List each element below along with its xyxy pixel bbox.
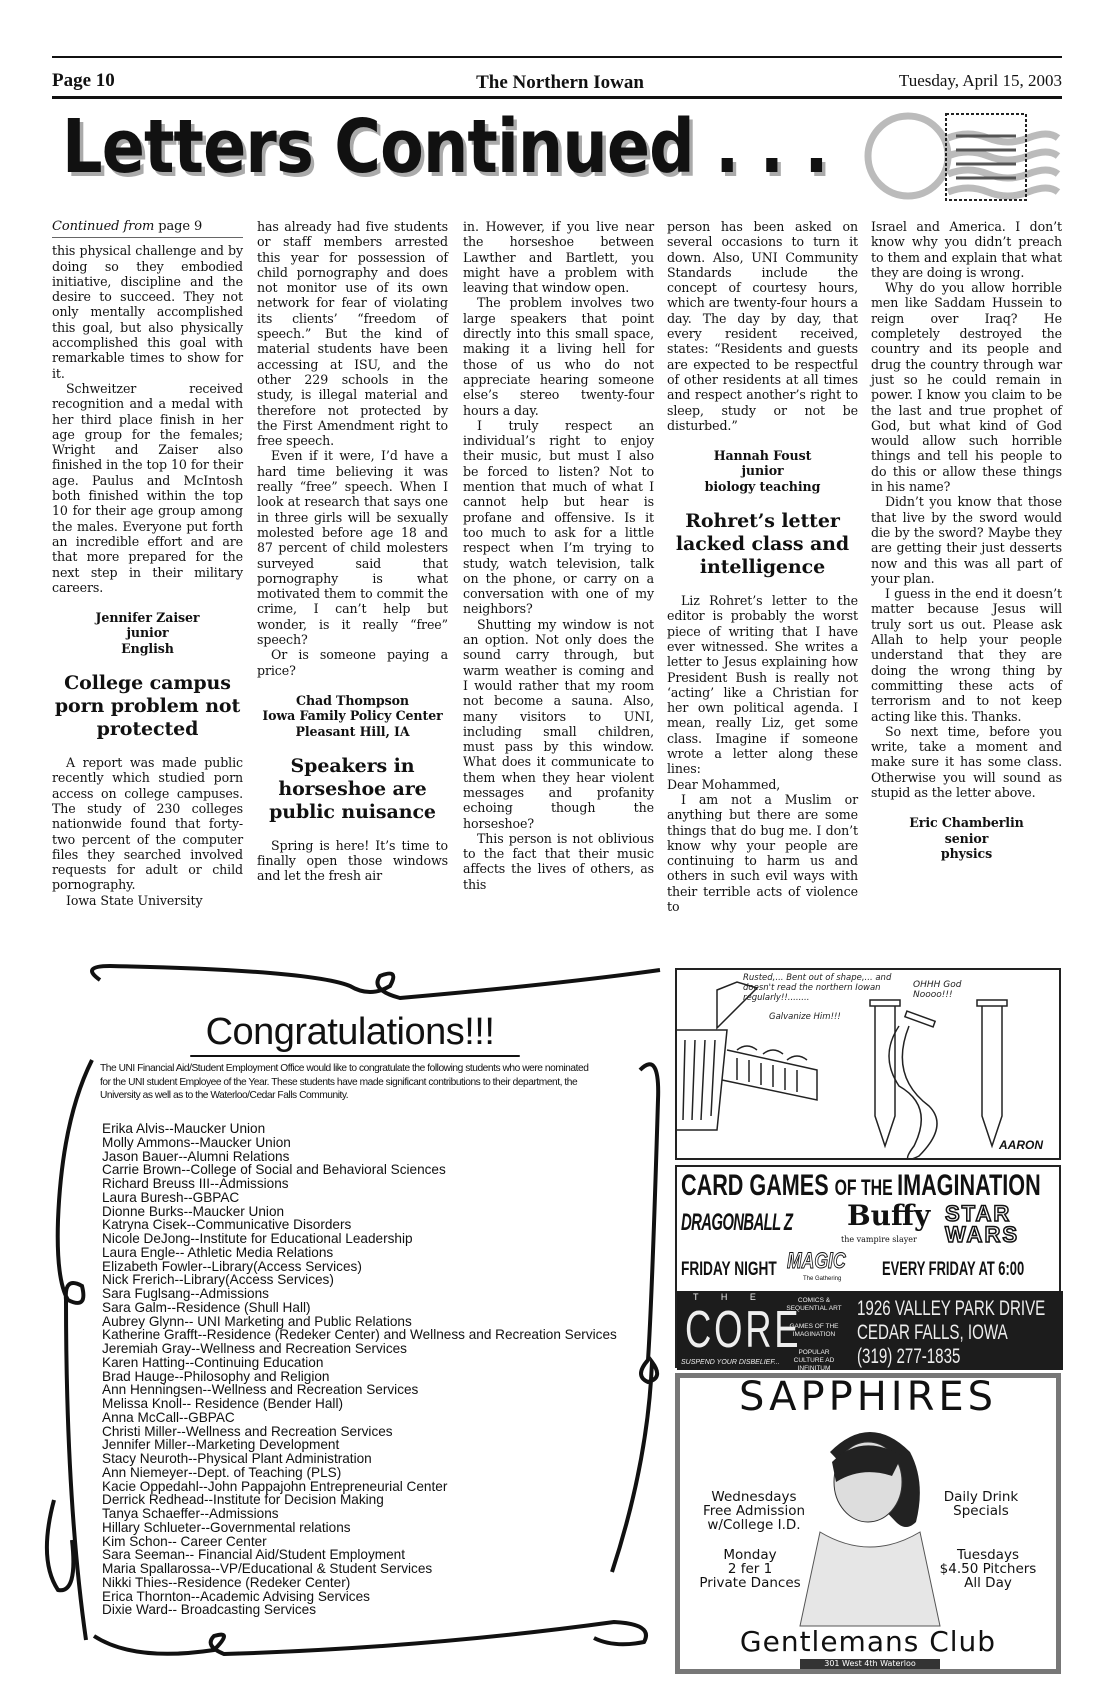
store-name: CORE	[685, 1301, 802, 1359]
nominee-item: Laura Buresh--GBPAC	[102, 1189, 240, 1205]
letter-paragraph: Didn’t you know that those that live by the sword would die by the sword? Maybe they are getting their just desserts now and this was all part of your plan.	[871, 494, 1062, 586]
newspaper-name: The Northern Iowan	[476, 72, 644, 93]
letter-paragraph: has already had five students or staff members arrested this year for possession of child pornography and does not monitor use of its own network for fear of violating its clients’ “freedom of speech.” But the kind of material students have been accessing at ISU, and the other 229 schools in the study, is illegal material and therefore not protected by the First Amendment right to free speech.	[257, 219, 448, 449]
masthead-top-rule	[52, 56, 1062, 58]
letter-paragraph: person has been asked on several occasions to turn it down. Also, UNI Community Standards include the concept of courtesy hours, which are twenty-four hours a day. The day by day, that every resident received, states: “Residents and guests are expected to be respectful of other residents at all times and respect another’s right to sleep, study or not be disturbed.”	[667, 219, 858, 433]
tuesday-special: Tuesdays $4.50 Pitchers All Day	[939, 1547, 1037, 1591]
letter-paragraph: I guess in the end it doesn’t matter because Jesus will truly sort us out. Please ask Allah to help your people understand that they are doing the wrong thing by committing these acts of terrorism and to not keep acting like this. Thanks.	[871, 586, 1062, 724]
cartoon-caption-galvanize: Galvanize Him!!!	[769, 1012, 841, 1022]
store-tagline: SUSPEND YOUR DISBELIEF...	[681, 1359, 780, 1366]
signature-line: Pleasant Hill, IA	[295, 723, 410, 739]
nominee-item: Nicole DeJong--Institute for Educational Leadership	[102, 1231, 413, 1246]
nominee-item: Jennifer Miller--Marketing Development	[102, 1437, 340, 1453]
signature-line: senior	[944, 830, 989, 846]
letter-paragraph: I am not a Muslim or anything but there are some things that do bug me. I don’t know why your people are continuing to harm us and others in such evil ways with their terrible acts of violence to	[667, 791, 858, 914]
store-phone: (319) 277-1835	[857, 1345, 961, 1368]
gentlemans-club-label: Gentlemans Club	[739, 1625, 997, 1658]
nominee-list	[102, 1122, 617, 1617]
signature-line: Jennifer Zaiser	[95, 610, 200, 626]
column-5	[871, 219, 1062, 877]
letter-paragraph: Israel and America. I don’t know why you didn’t preach to them and explain that what they are doing is wrong.	[871, 219, 1062, 280]
masthead-bottom-rule	[52, 96, 1062, 99]
nominee-item: Aubrey Glynn-- UNI Marketing and Public Relations	[102, 1313, 412, 1329]
column-3	[463, 219, 654, 892]
nominee-item: Dionne Burks--Maucker Union	[102, 1203, 285, 1219]
signature-line: Eric Chamberlin	[909, 815, 1024, 831]
nominee-item: Katherine Grafft--Residence (Redeker Center) and Wellness and Recreation Services	[102, 1327, 617, 1343]
continued-text: Continued from	[52, 219, 155, 234]
nominee-item: Richard Breuss III--Admissions	[102, 1176, 289, 1191]
nominee-item: Kacie Oppedahl--John Pappajohn Entrepreneurial Center	[102, 1478, 448, 1494]
friday-night-label: FRIDAY NIGHT	[681, 1259, 777, 1280]
letter-signature	[257, 693, 448, 739]
congratulations-heading: Congratulations!!!	[205, 1011, 495, 1053]
heading-underline	[190, 1055, 520, 1057]
nominee-item: Jeremiah Gray--Wellness and Recreation Services	[102, 1341, 407, 1356]
cartoon-caption-left: Rusted,... Bent out of shape,... and doesn't read the northern Iowan regularly!!........	[743, 973, 892, 1003]
postage-stamp-icon	[852, 108, 1064, 204]
letter-paragraph: Shutting my window is not an option. Not only does the sound carry through, but warm weather is coming and I would rather that my room not become a sauna. Also, many visitors to UNI, including small children, must pass by this window. What does it communicate to them when they hear violent messages and profanity echoing though the horseshoe?	[463, 616, 654, 831]
nominee-item: Molly Ammons--Maucker Union	[102, 1134, 291, 1150]
nominee-item: Dixie Ward-- Broadcasting Services	[102, 1602, 317, 1618]
buffy-logo: Buffy	[847, 1199, 931, 1232]
the-core-banner	[677, 1291, 1063, 1370]
signature-line: physics	[940, 845, 993, 861]
column-4	[667, 219, 858, 914]
nominee-item: Laura Engle-- Athletic Media Relations	[102, 1244, 334, 1260]
letter-paragraph: Even if it were, I’d have a hard time believing it was really “free” speech. When I look at research that says one in three girls will be sexually molested before age 18 and 87 percent of child molesters surveyed said that pornography is what motivated them to commit the crime, I can’t help but wonder, is it really “free” speech?	[257, 448, 448, 648]
letter-headline: Speakers in horseshoe are public nuisance	[269, 754, 436, 823]
signature-line: English	[121, 640, 174, 656]
letter-paragraph: Iowa State University	[66, 892, 203, 908]
nominee-item: Jason Bauer--Alumni Relations	[102, 1148, 290, 1164]
signature-line: Iowa Family Policy Center	[262, 708, 443, 724]
letter-paragraph: Schweitzer received recognition and a medal with her third place finish in her age group for the females; Wright and Zaiser also finished in the top 10 for their age. Paulus and McIntosh both finished within the top 10 for their age group among the males. Everyone put forth an incredible effort and are that more prepared for the next step in their military careers.	[52, 380, 243, 595]
offer-comics: COMICS & SEQUENTIAL ART	[786, 1297, 842, 1312]
star-wars-logo: STAR WARS	[945, 1201, 1019, 1247]
ad-headline: CARD GAMES OF THE IMAGINATION	[681, 1169, 1041, 1202]
magic-logo: MAGIC	[787, 1248, 846, 1273]
store-address: 1926 VALLEY PARK DRIVE CEDAR FALLS, IOWA (319) 277-1835	[857, 1297, 1046, 1368]
nominee-item: Ann Henningsen--Wellness and Recreation Services	[102, 1382, 419, 1398]
nominee-item: Erica Thornton--Academic Advising Services	[102, 1588, 370, 1604]
nominee-item: Sara Fuglsang--Admissions	[102, 1286, 269, 1301]
nominee-item: Kim Schon-- Career Center	[102, 1533, 267, 1549]
club-address: 301 West 4th Waterloo	[800, 1659, 940, 1669]
letter-paragraph: A report was made public recently which studied porn access on college campuses. The study of 230 colleges nationwide found that forty-two percent of the computer files they searched involved requests for adult or child pornography.	[52, 755, 243, 893]
nominee-item: Katryna Cisek--Communicative Disorders	[102, 1217, 352, 1233]
signature-line: biology teaching	[704, 478, 821, 494]
nominee-item: Tanya Schaeffer--Admissions	[102, 1506, 279, 1521]
nominee-item: Ann Niemeyer--Dept. of Teaching (PLS)	[102, 1464, 342, 1480]
sapphires-ad	[675, 1373, 1061, 1674]
cartoonist-signature: AARON	[999, 1138, 1043, 1152]
editorial-cartoon	[675, 968, 1061, 1160]
signature-line: junior	[741, 463, 784, 479]
letter-headline: College campus porn problem not protected	[54, 672, 241, 741]
nominee-item: Stacy Neuroth--Physical Plant Administration	[102, 1451, 372, 1466]
nominee-item: Nikki Thies--Residence (Redeker Center)	[102, 1574, 351, 1590]
daily-special: Daily Drink Specials	[943, 1489, 1019, 1519]
letter-paragraph: Liz Rohret’s letter to the editor is probably the worst piece of writing that I have ever witnessed. She writes a letter to Jesus explaining how President Bush is really not ‘acting’ like a Christian for her own political agenda. I mean, really Liz, get some class. Imagine if someone wrote a letter along these lines:	[667, 593, 858, 777]
nominee-item: Elizabeth Fowler--Library(Access Services)	[102, 1258, 362, 1274]
nominee-item: Christi Miller--Wellness and Recreation Services	[102, 1423, 393, 1439]
nominee-item: Brad Hauge--Philosophy and Religion	[102, 1368, 330, 1384]
congratulations-intro: The UNI Financial Aid/Student Employment Office would like to congratulate the following students who were nominated for the UNI student Employee of the Year. These students have made significant contributions to their department, the University as well as to the Waterloo/Cedar Falls Community.	[100, 1063, 589, 1101]
store-name-the: T H E	[693, 1292, 766, 1302]
offer-pop-culture: POPULAR CULTURE AD INFINITUM	[793, 1349, 835, 1372]
club-name: SAPPHIRES	[738, 1374, 998, 1420]
signature-line: junior	[126, 625, 169, 641]
letter-paragraph: The problem involves two large speakers that point directly into this small space, making it a living hell for those of us who do not appreciate hearing someone else’s stereo twenty-four hours a day.	[463, 295, 654, 418]
letter-paragraph: Dear Mohammed,	[667, 776, 781, 792]
wednesday-special: Wednesdays Free Admission w/College I.D.	[702, 1489, 806, 1533]
nominee-item: Carrie Brown--College of Social and Behavioral Sciences	[102, 1162, 446, 1178]
letter-paragraph: in. However, if you live near the horseshoe between Lawther and Bartlett, you might have a problem with leaving that window open.	[463, 219, 654, 296]
issue-date: Tuesday, April 15, 2003	[898, 71, 1062, 90]
section-title: Letters Continued . . .	[62, 104, 828, 190]
nominee-item: Sara Galm--Residence (Shull Hall)	[102, 1299, 311, 1315]
signature-line: Chad Thompson	[296, 692, 409, 708]
card-games-ad	[675, 1165, 1061, 1372]
dragonball-z-logo: DRAGONBALL Z	[681, 1209, 793, 1236]
nominee-item: Maria Spallarossa--VP/Educational & Student Services	[102, 1561, 433, 1576]
letter-paragraph: Spring is here! It’s time to finally open those windows and let the fresh air	[257, 837, 448, 884]
letter-headline: Rohret’s letter lacked class and intelligence	[675, 510, 850, 579]
nominee-item: Hillary Schlueter--Governmental relations	[102, 1519, 351, 1535]
letter-paragraph: So next time, before you write, take a moment and make sure it has some class. Otherwise you will sound as stupid as the letter above.	[871, 723, 1062, 800]
continued-from-label	[52, 219, 243, 238]
nominee-item: Nick Frerich--Library(Access Services)	[102, 1272, 334, 1288]
page-number: Page 10	[52, 70, 115, 91]
letter-paragraph: this physical challenge and by doing so they embodied initiative, discipline and the desire to succeed. They not only mentally accomplished this goal, but also physically accomplished this goal with remarkable times to show for it.	[52, 243, 243, 381]
nominee-item: Karen Hatting--Continuing Education	[102, 1354, 324, 1370]
letter-signature	[871, 815, 1062, 861]
cartoon-caption-right: OHHH God Noooo!!!	[913, 980, 962, 1000]
every-friday-label: EVERY FRIDAY AT 6:00	[882, 1259, 1025, 1280]
nominee-item: Melissa Knoll-- Residence (Bender Hall)	[102, 1396, 344, 1411]
nominee-item: Erika Alvis--Maucker Union	[102, 1121, 266, 1136]
magic-logo-subtitle: The Gathering	[803, 1276, 842, 1282]
buffy-logo-subtitle: the vampire slayer	[841, 1235, 917, 1244]
nominee-item: Derrick Redhead--Institute for Decision Making	[102, 1492, 384, 1508]
column-1	[52, 219, 243, 908]
letter-paragraph: I truly respect an individual’s right to enjoy their music, but must I also be forced to listen? Not to mention that much of what I cannot help but hear is profane and offensive. Is it too much to ask for a little respect when I’m trying to study, watch television, talk on the phone, or carry on a conversation with one of my neighbors?	[463, 417, 654, 617]
letter-paragraph: Or is someone paying a price?	[257, 647, 448, 678]
letter-paragraph: This person is not oblivious to the fact that their music affects the lives of others, as this	[463, 830, 654, 892]
column-2	[257, 219, 448, 884]
signature-line: Hannah Foust	[713, 448, 812, 464]
nominee-item: Anna McCall--GBPAC	[102, 1409, 235, 1425]
continued-page: page 9	[154, 219, 203, 234]
letter-signature	[667, 448, 858, 494]
monday-special: Monday 2 fer 1 Private Dances	[699, 1547, 801, 1591]
nominee-item: Sara Seeman-- Financial Aid/Student Employment	[102, 1547, 405, 1563]
offer-games: GAMES OF THE IMAGINATION	[789, 1323, 839, 1338]
letter-paragraph: Why do you allow horrible men like Saddam Hussein to reign over Iraq? He completely destroyed the country and its people and drug the country through war just so he could remain in power. I know you claim to be the last and true prophet of God, but what kind of God would allow such horrible things and tell his people to do this or allow these things in his name?	[871, 280, 1062, 495]
letter-signature	[52, 610, 243, 656]
